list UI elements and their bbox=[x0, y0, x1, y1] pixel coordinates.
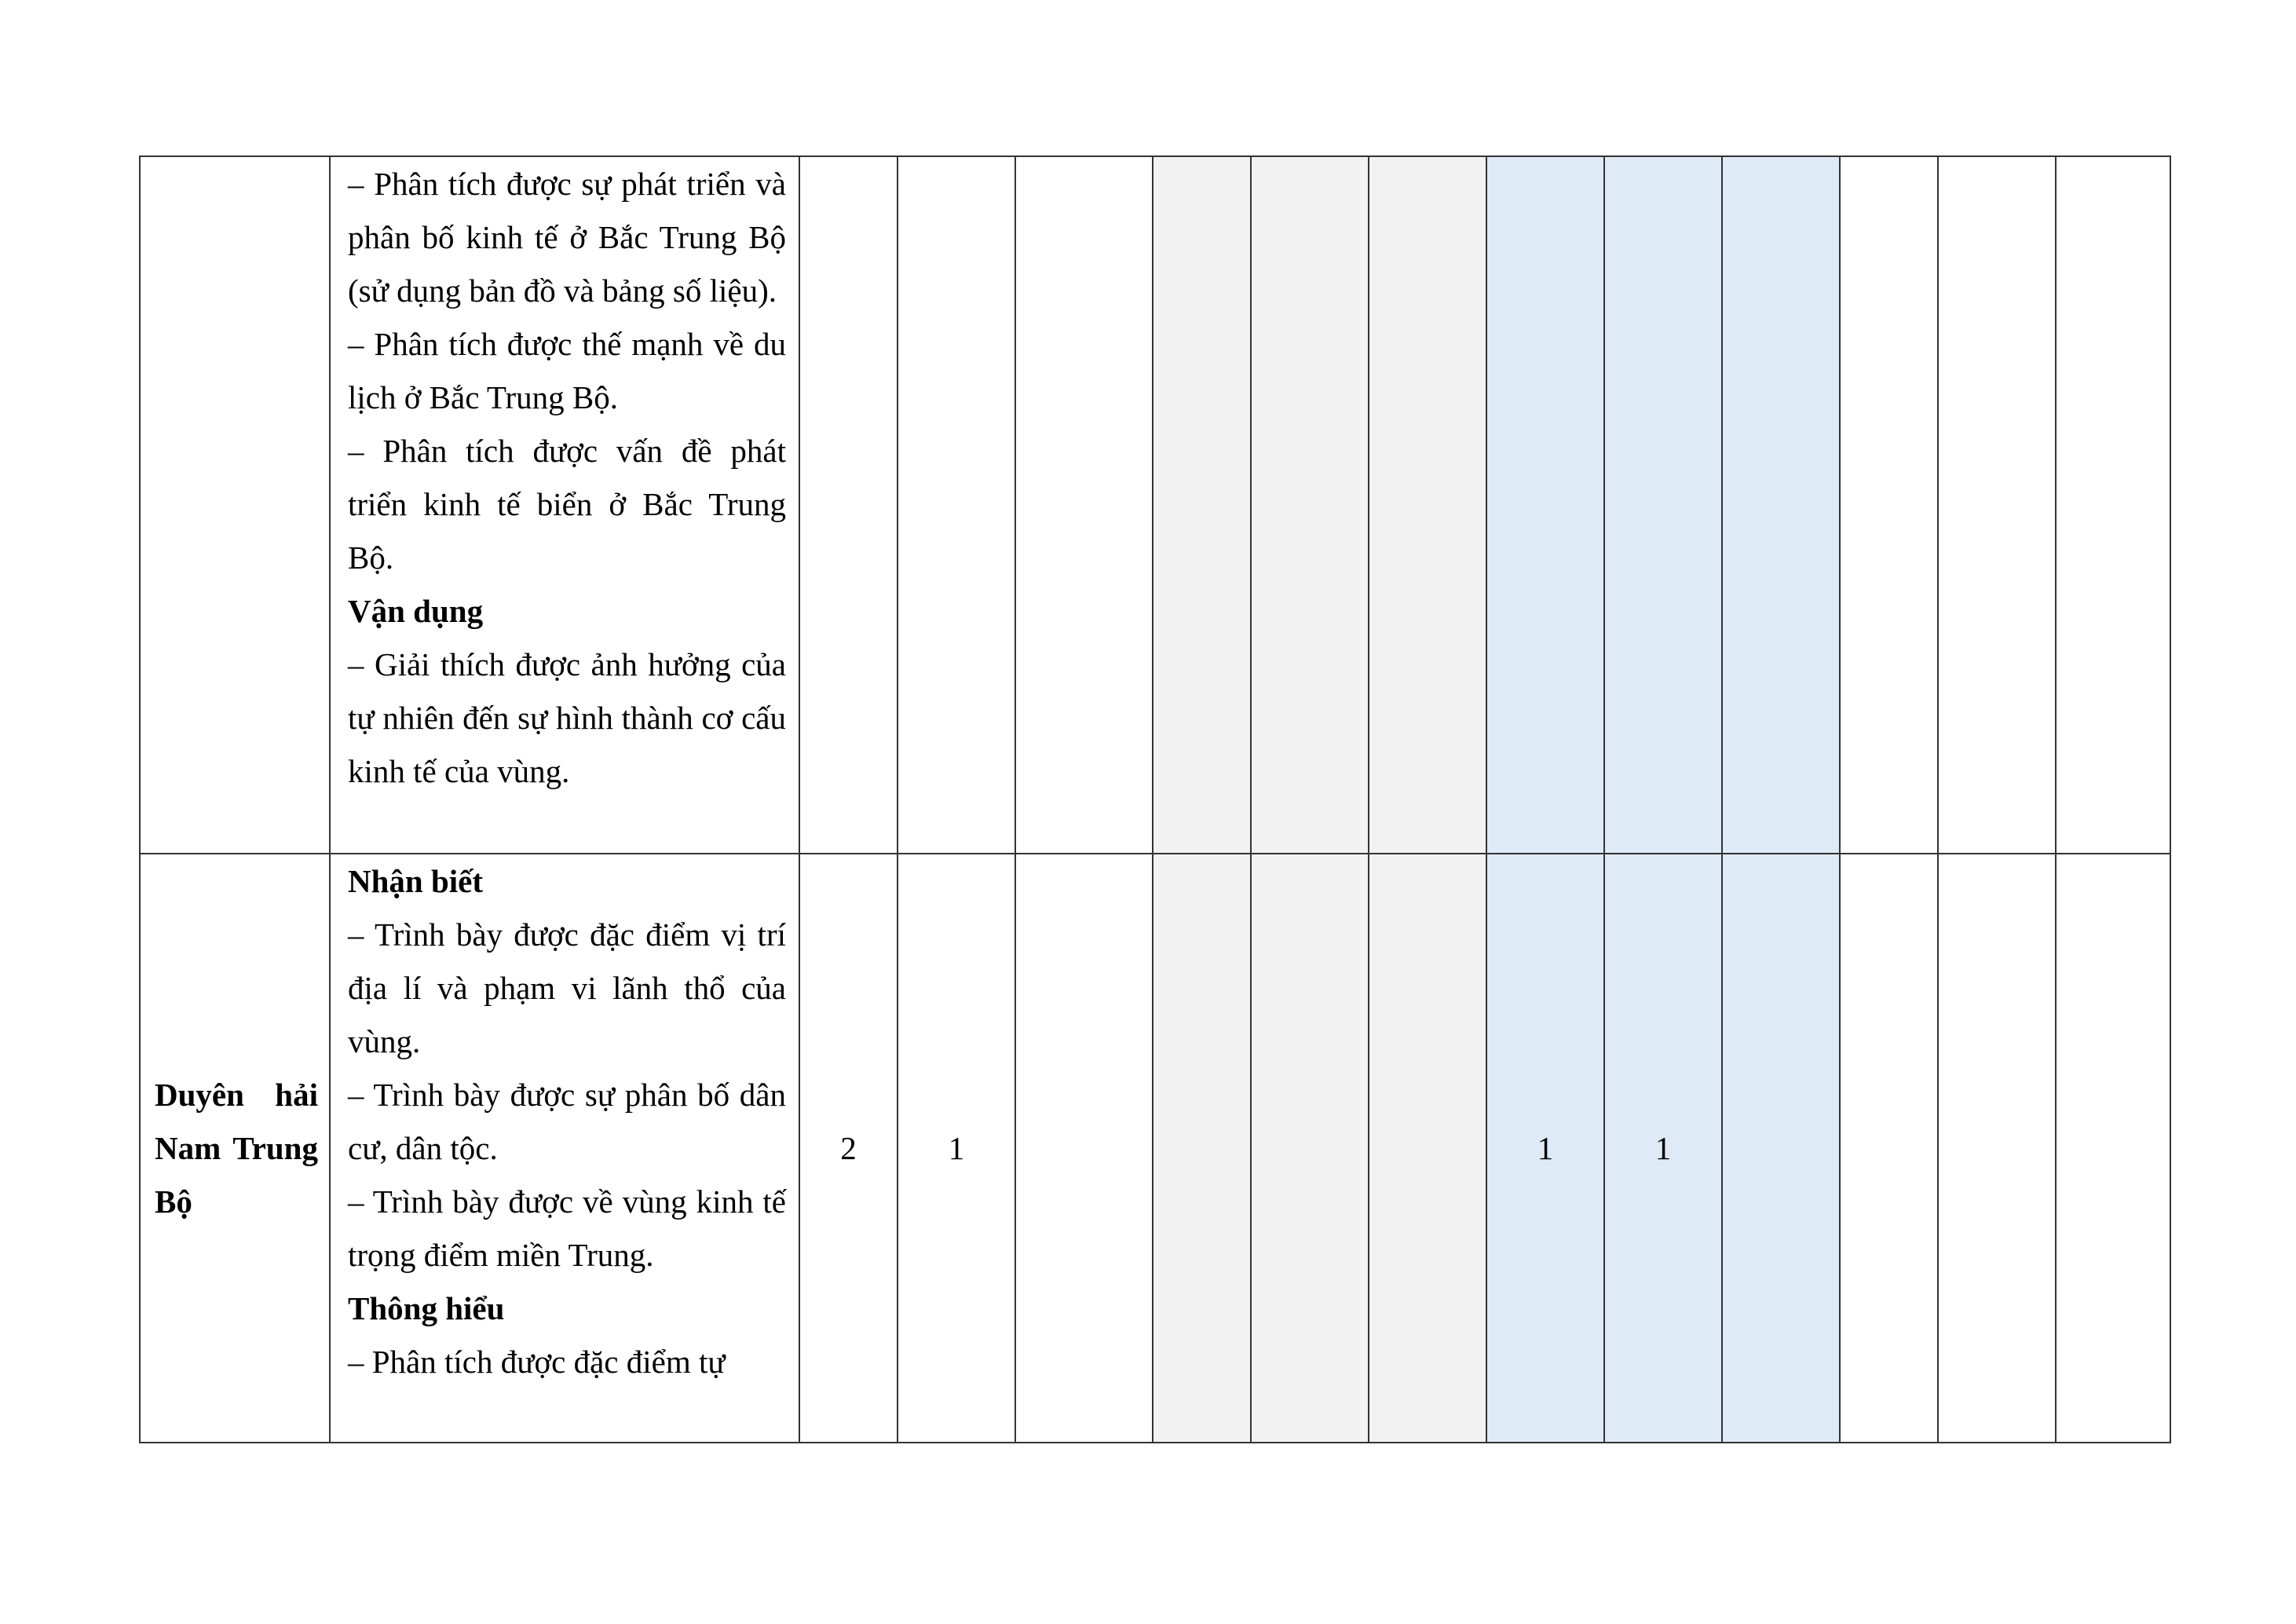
requirement-heading: Thông hiểu bbox=[348, 1290, 505, 1326]
requirements-cell bbox=[330, 854, 799, 1443]
count-cell bbox=[1153, 854, 1251, 1443]
count-cell: 1 bbox=[898, 854, 1015, 1443]
count-cell bbox=[2056, 854, 2170, 1443]
count-cell bbox=[1251, 156, 1369, 854]
count-cell bbox=[1840, 854, 1938, 1443]
requirement-line: – Phân tích được thế mạnh về du lịch ở Bắc Trung Bộ. bbox=[348, 326, 786, 415]
count-cell bbox=[1722, 854, 1840, 1443]
requirement-line: – Phân tích được đặc điểm tự bbox=[348, 1344, 726, 1380]
requirement-line: – Trình bày được đặc điểm vị trí địa lí và phạm vi lãnh thổ của vùng. bbox=[348, 916, 786, 1059]
requirement-line: – Trình bày được về vùng kinh tế trọng điểm miền Trung. bbox=[348, 1183, 786, 1273]
count-cell bbox=[1486, 156, 1604, 854]
count-cell bbox=[1938, 854, 2056, 1443]
requirements-cell bbox=[330, 156, 799, 854]
unit-cell bbox=[140, 854, 330, 1443]
unit-name: Duyên hải Nam Trung Bộ bbox=[155, 1077, 318, 1220]
count-cell bbox=[1938, 156, 2056, 854]
requirement-line: – Trình bày được sự phân bố dân cư, dân tộc. bbox=[348, 1077, 786, 1166]
count-cell bbox=[1840, 156, 1938, 854]
count-cell bbox=[2056, 156, 2170, 854]
count-cell bbox=[1604, 156, 1722, 854]
assessment-matrix-table bbox=[139, 155, 2171, 1443]
count-cell bbox=[898, 156, 1015, 854]
count-cell: 1 bbox=[1604, 854, 1722, 1443]
unit-cell bbox=[140, 156, 330, 854]
requirement-line: – Phân tích được vấn đề phát triển kinh tế biển ở Bắc Trung Bộ. bbox=[348, 433, 786, 576]
count-cell bbox=[1369, 156, 1486, 854]
count-cell bbox=[1251, 854, 1369, 1443]
requirement-line: – Phân tích được sự phát triển và phân bố kinh tế ở Bắc Trung Bộ (sử dụng bản đồ và bảng số liệu). bbox=[348, 166, 786, 309]
count-cell bbox=[1722, 156, 1840, 854]
table-row bbox=[140, 156, 2170, 854]
count-cell bbox=[1369, 854, 1486, 1443]
requirement-heading: Nhận biết bbox=[348, 863, 484, 899]
count-cell: 1 bbox=[1486, 854, 1604, 1443]
count-cell bbox=[1015, 854, 1153, 1443]
requirement-line: – Giải thích được ảnh hưởng của tự nhiên đến sự hình thành cơ cấu kinh tế của vùng. bbox=[348, 646, 786, 789]
requirement-heading: Vận dụng bbox=[348, 593, 484, 629]
count-cell bbox=[799, 156, 898, 854]
count-cell bbox=[1015, 156, 1153, 854]
count-cell bbox=[1153, 156, 1251, 854]
table-row bbox=[140, 854, 2170, 1443]
count-cell: 2 bbox=[799, 854, 898, 1443]
